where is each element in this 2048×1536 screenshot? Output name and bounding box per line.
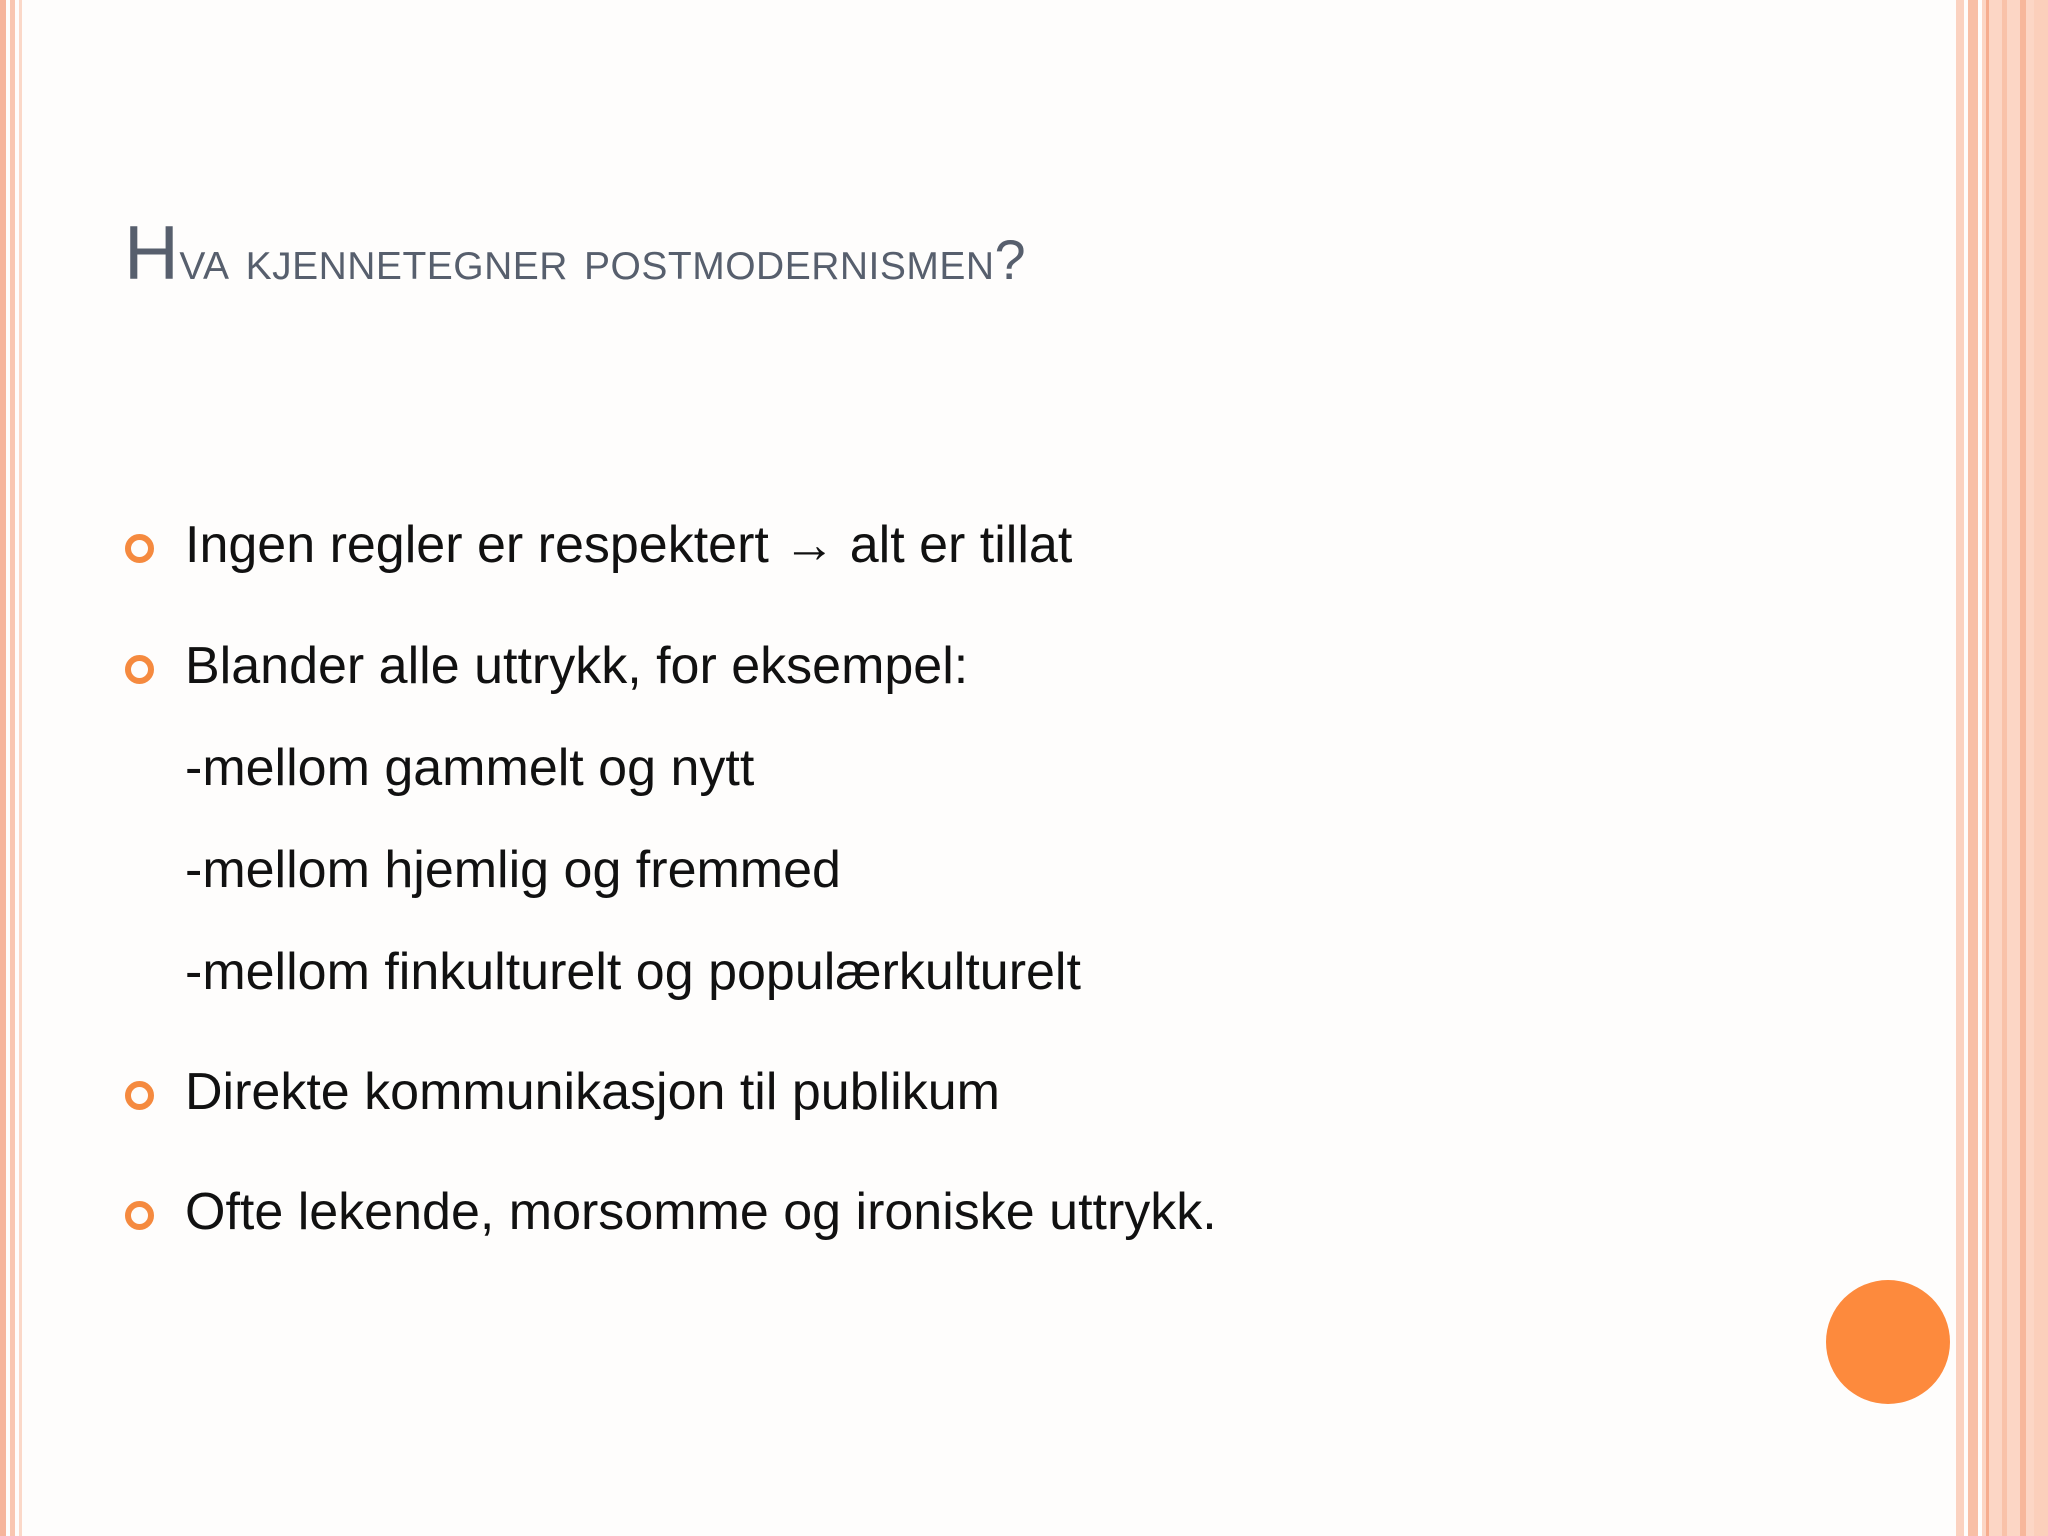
right-border-stripe [2002,0,2007,1536]
left-border-stripe [0,0,6,1536]
right-border-stripe [2020,0,2026,1536]
bullet-item [185,1183,1217,1241]
sub-item [185,943,1081,1001]
bullet-item [185,516,1073,574]
left-border-stripe [19,0,22,1536]
sub-item-text: -mellom finkulturelt og populærkulturelt [185,943,1081,1001]
sub-item-text: -mellom hjemlig og fremmed [185,841,841,899]
ring-bullet-icon [125,655,154,684]
bullet-item [185,1063,1000,1121]
right-border-stripe [1956,0,1964,1536]
bullet-item [185,637,969,695]
bullet-text: Blander alle uttrykk, for eksempel: [185,637,969,695]
right-border-stripe [1968,0,1978,1536]
ring-bullet-icon [125,1201,154,1230]
right-border-stripe [1986,0,1989,1536]
ring-bullet-icon [125,1081,154,1110]
sub-item [185,841,841,899]
slide-title [124,210,1026,297]
bullet-text: Ofte lekende, morsomme og ironiske uttrykk. [185,1183,1217,1241]
sub-item-text: -mellom gammelt og nytt [185,739,755,797]
decorative-circle-icon [1826,1280,1950,1404]
left-border-stripe [10,0,15,1536]
slide-title-initial: H [124,211,180,296]
slide-title-rest: va kjennetegner postmodernismen? [179,228,1027,291]
bullet-text: Direkte kommunikasjon til publikum [185,1063,1000,1121]
right-border-stripe [2034,0,2048,1536]
ring-bullet-icon [125,534,154,563]
bullet-text: Ingen regler er respektert → alt er tillat [185,516,1073,574]
sub-item [185,739,755,797]
